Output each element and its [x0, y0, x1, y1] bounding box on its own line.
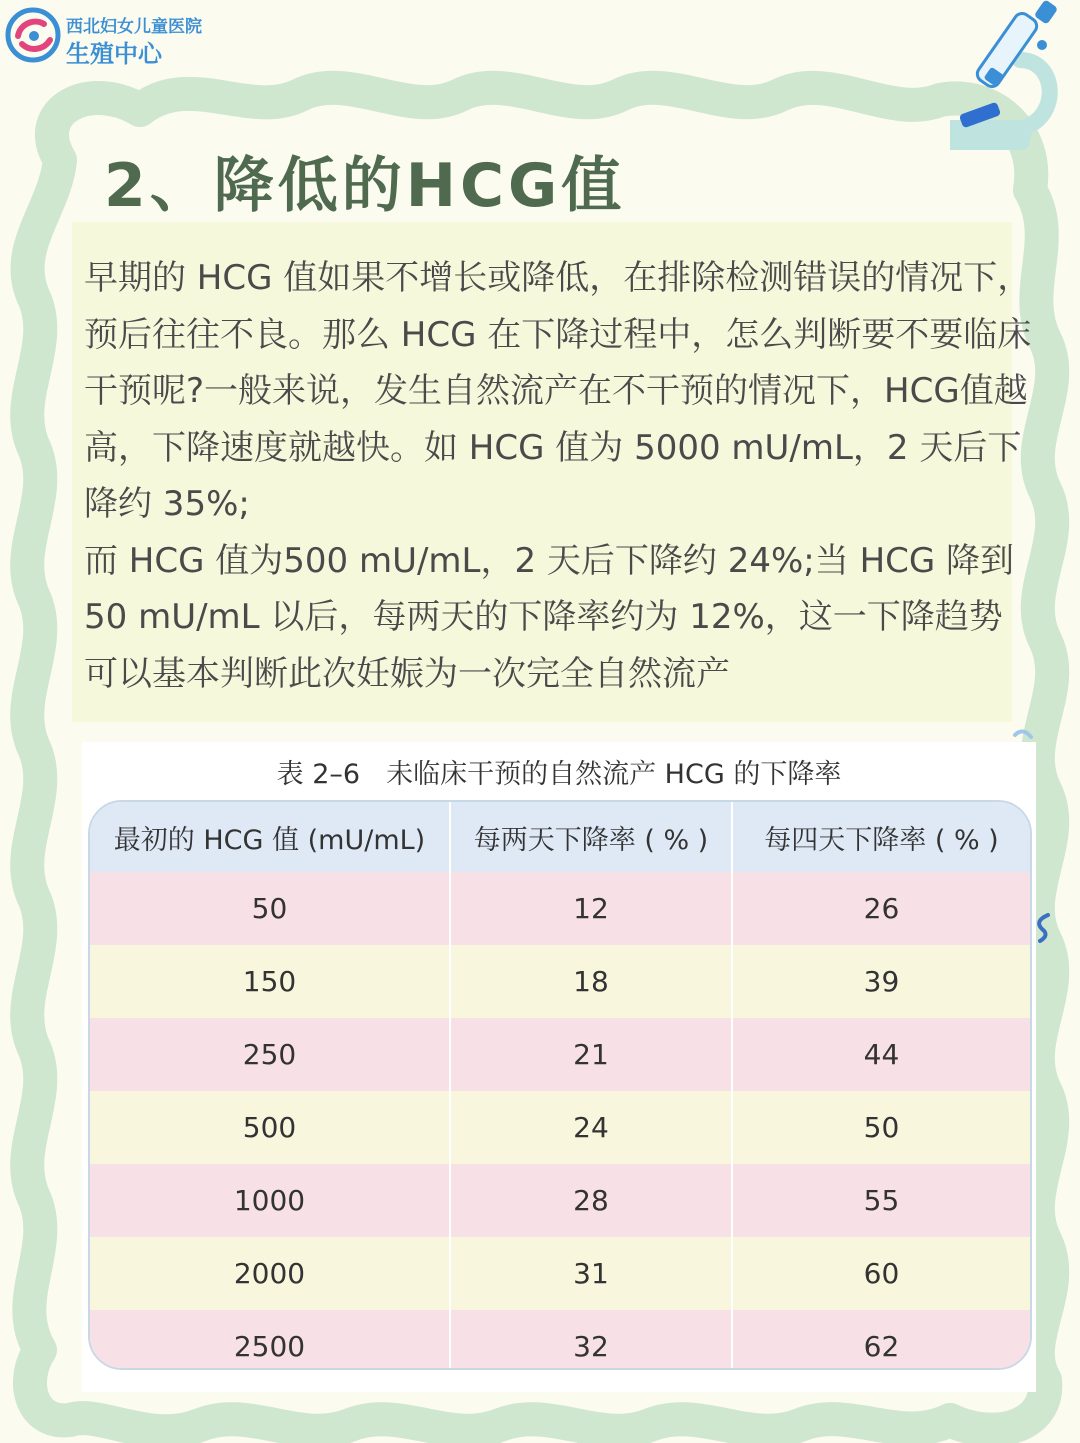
table-row	[90, 1164, 1030, 1237]
logo-hospital-name: 西北妇女儿童医院	[66, 17, 202, 37]
cell-two-day-rate: 28	[450, 1164, 732, 1237]
cell-initial-hcg: 2500	[90, 1310, 450, 1370]
hospital-logo	[4, 6, 224, 68]
cell-two-day-rate: 18	[450, 945, 732, 1018]
table-caption-label: 表 2–6	[276, 759, 361, 790]
cell-four-day-rate: 50	[732, 1091, 1030, 1164]
logo-department-name: 生殖中心	[66, 40, 162, 68]
cell-initial-hcg: 1000	[90, 1164, 450, 1237]
data-table	[90, 802, 1030, 1370]
body-text	[84, 250, 1036, 702]
column-header-four-day-rate: 每四天下降率 ( % )	[732, 802, 1030, 872]
hcg-decline-table	[88, 800, 1032, 1370]
column-header-initial-hcg: 最初的 HCG 值 (mU/mL)	[90, 802, 450, 872]
table-row	[90, 945, 1030, 1018]
cell-two-day-rate: 24	[450, 1091, 732, 1164]
hospital-logo-icon	[4, 6, 62, 64]
cell-two-day-rate: 32	[450, 1310, 732, 1370]
paragraph-1: 早期的 HCG 值如果不增长或降低，在排除检测错误的情况下，预后往往不良。那么 HCG 在下降过程中，怎么判断要不要临床干预呢?一般来说，发生自然流产在不干预的情况下，HCG值越高，下降速度就越快。如 HCG 值为 5000 mU/mL，2 天后下降约 35%;	[84, 258, 1032, 524]
table-row	[90, 1237, 1030, 1310]
cell-four-day-rate: 39	[732, 945, 1030, 1018]
cell-two-day-rate: 21	[450, 1018, 732, 1091]
page-title: 2、降低的HCG值	[104, 151, 626, 221]
cell-initial-hcg: 500	[90, 1091, 450, 1164]
table-caption	[82, 752, 1036, 791]
table-caption-title: 未临床干预的自然流产 HCG 的下降率	[386, 759, 842, 790]
table-row	[90, 1091, 1030, 1164]
table-row	[90, 1018, 1030, 1091]
cell-four-day-rate: 26	[732, 872, 1030, 945]
cell-four-day-rate: 55	[732, 1164, 1030, 1237]
cell-initial-hcg: 250	[90, 1018, 450, 1091]
table-header-row	[90, 802, 1030, 872]
cell-initial-hcg: 50	[90, 872, 450, 945]
cell-four-day-rate: 60	[732, 1237, 1030, 1310]
cell-two-day-rate: 12	[450, 872, 732, 945]
cell-four-day-rate: 62	[732, 1310, 1030, 1370]
cell-two-day-rate: 31	[450, 1237, 732, 1310]
table-row	[90, 1310, 1030, 1370]
column-header-two-day-rate: 每两天下降率 ( % )	[450, 802, 732, 872]
cell-initial-hcg: 150	[90, 945, 450, 1018]
cell-four-day-rate: 44	[732, 1018, 1030, 1091]
microscope-icon	[950, 0, 1080, 180]
cell-initial-hcg: 2000	[90, 1237, 450, 1310]
table-row	[90, 872, 1030, 945]
paragraph-2: 而 HCG 值为500 mU/mL，2 天后下降约 24%;当 HCG 降到 50 mU/mL 以后，每两天的下降率约为 12%，这一下降趋势可以基本判断此次妊娠为一次完全自然流产	[84, 540, 1015, 694]
